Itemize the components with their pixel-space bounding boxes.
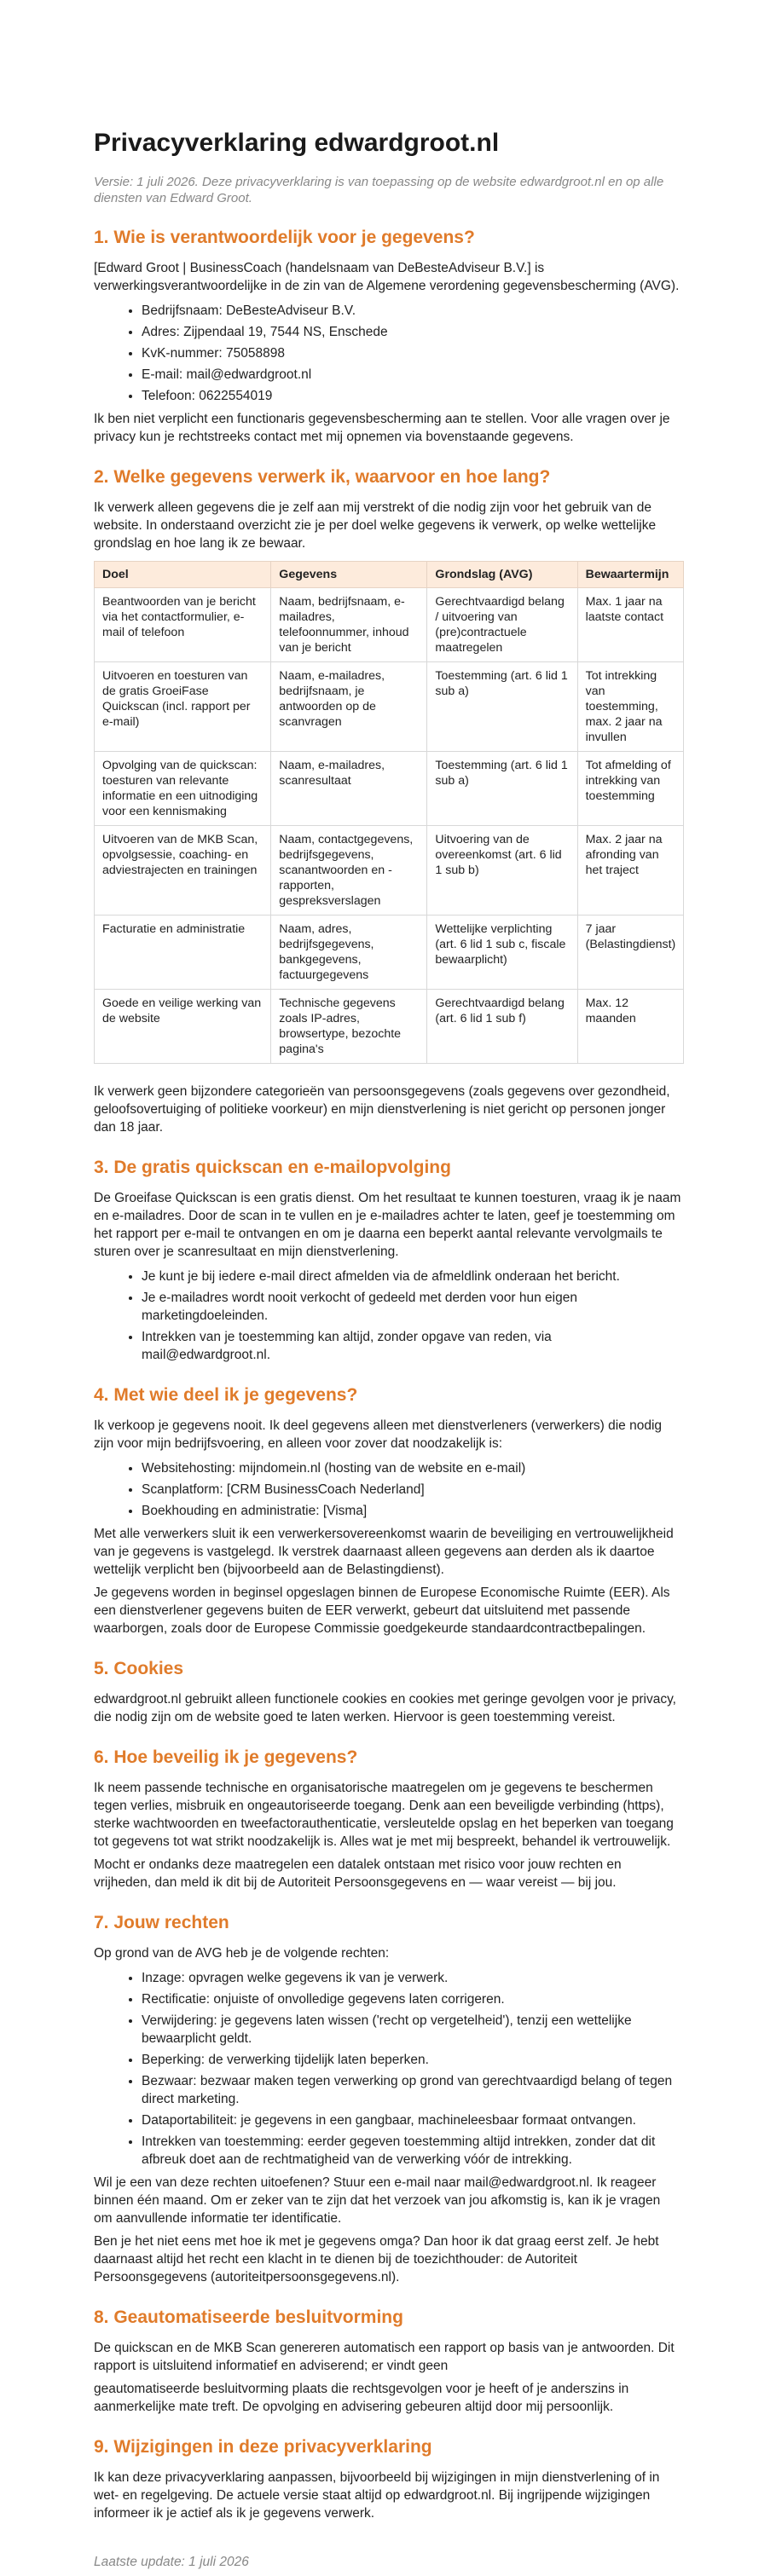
section-heading-changes: 9. Wijzigingen in deze privacyverklaring: [94, 2437, 432, 2457]
table-cell: Beantwoorden van je bericht via het contactformulier, e-mail of telefoon: [95, 588, 271, 662]
table-cell: Wettelijke verplichting (art. 6 lid 1 sub c, fiscale bewaarplicht): [427, 915, 577, 990]
column-header: Gegevens: [271, 562, 427, 588]
table-cell: Max. 1 jaar na laatste contact: [577, 588, 683, 662]
table-cell: Max. 12 maanden: [577, 990, 683, 1064]
list-item: • Scanplatform: [CRM BusinessCoach Nederland]: [142, 1481, 682, 1499]
table-cell: Naam, bedrijfsnaam, e-mailadres, telefoonnummer, inhoud van je bericht: [271, 588, 427, 662]
section-paragraph: Mocht er ondanks deze maatregelen een datalek ontstaan met risico voor jouw rechten en vrijheden, dan meld ik dit bij de Autoriteit Persoonsgegevens en — waar vereist — bij jou.: [94, 1857, 622, 1890]
column-header: Grondslag (AVG): [427, 562, 577, 588]
list-item: • Dataportabiliteit: je gegevens in een gangbaar, machineleesbaar formaat ontvangen.: [142, 2111, 682, 2129]
section-paragraph: Ik verkoop je gegevens nooit. Ik deel gegevens alleen met dienstverleners (verwerkers) die nodig zijn voor mijn bedrijfsvoering, en alleen voor zover dat noodzakelijk is:: [94, 1418, 663, 1451]
page-title: Privacyverklaring edwardgroot.nl: [94, 129, 500, 157]
list-item: • E-mail: mail@edwardgroot.nl: [142, 366, 682, 384]
section-paragraph: Ik kan deze privacyverklaring aanpassen, bijvoorbeeld bij wijzigingen in mijn dienstverlening of in wet- en regelgeving. De actuele versie staat altijd op edwardgroot.nl. Bij ingrijpende wijzigingen informeer ik je actief als ik je gegevens verwerk.: [94, 2470, 660, 2521]
table-cell: Tot intrekking van toestemming, max. 2 jaar na invullen: [577, 662, 683, 752]
list-item: • Beperking: de verwerking tijdelijk laten beperken.: [142, 2051, 682, 2069]
section-heading-responsible: 1. Wie is verantwoordelijk voor je gegevens?: [94, 228, 475, 247]
table-cell: Gerechtvaardigd belang (art. 6 lid 1 sub f): [427, 990, 577, 1064]
list-item: • Websitehosting: mijndomein.nl (hosting van de website en e-mail): [142, 1459, 682, 1477]
section-paragraph: Ik neem passende technische en organisatorische maatregelen om je gegevens te beschermen tegen verlies, misbruik en ongeautoriseerde toegang. Denk aan een beveiligde verbinding (https), sterke wachtwoorden en tweefactorauthenticatie, versleutelde opslag en het beperken van toegang tot gegevens tot wat strikt noodzakelijk is. Alles wat je met mij bespreekt, behandel ik vertrouwelijk.: [94, 1781, 674, 1849]
table-row: [95, 915, 684, 990]
list-item: • Rectificatie: onjuiste of onvolledige gegevens laten corrigeren.: [142, 1990, 682, 2008]
section-heading-rights: 7. Jouw rechten: [94, 1913, 229, 1932]
section-heading-data-processing: 2. Welke gegevens verwerk ik, waarvoor en hoe lang?: [94, 467, 551, 487]
column-header: Doel: [95, 562, 271, 588]
section-heading-automated-decisions: 8. Geautomatiseerde besluitvorming: [94, 2307, 403, 2327]
section-paragraph: De quickscan en de MKB Scan genereren automatisch een rapport op basis van je antwoorden. Dit rapport is uitsluitend informatief en adviserend; er vindt geen: [94, 2341, 675, 2373]
table-cell: Opvolging van de quickscan: toesturen van relevante informatie en een uitnodiging voor een kennismaking: [95, 752, 271, 826]
section-paragraph: [Edward Groot | BusinessCoach (handelsnaam van DeBesteAdviseur B.V.] is verwerkingsverantwoordelijke in de zin van de Algemene verordening gegevensbescherming (AVG).: [94, 261, 680, 293]
processing-table: [94, 561, 684, 1064]
section-paragraph: Ben je het niet eens met hoe ik met je gegevens omga? Dan hoor ik dat graag eerst zelf. Je hebt daarnaast altijd het recht een klacht in te dienen bij de toezichthouder: de Autoriteit Persoonsgegevens (autoriteitpersoonsgegevens.nl).: [94, 2234, 659, 2284]
company-details-list: [94, 302, 682, 405]
section-paragraph: geautomatiseerde besluitvorming plaats die rechtsgevolgen voor je heeft of je anderszins in aanmerkelijke mate treft. De opvolging en advisering gebeuren altijd door mij persoonlijk.: [94, 2382, 629, 2414]
list-item: • Bedrijfsnaam: DeBesteAdviseur B.V.: [142, 302, 682, 320]
table-cell: 7 jaar (Belastingdienst): [577, 915, 683, 990]
list-item: • Telefoon: 0622554019: [142, 387, 682, 405]
table-cell: Technische gegevens zoals IP-adres, browsertype, bezochte pagina's: [271, 990, 427, 1064]
table-cell: Max. 2 jaar na afronding van het traject: [577, 826, 683, 915]
section-paragraph: Op grond van de AVG heb je de volgende rechten:: [94, 1946, 390, 1961]
document-content: [94, 128, 682, 2576]
column-header: Bewaartermijn: [577, 562, 683, 588]
table-header-row: [95, 562, 684, 588]
table-row: [95, 752, 684, 826]
quickscan-list: [94, 1268, 682, 1364]
table-cell: Uitvoering van de overeenkomst (art. 6 lid 1 sub b): [427, 826, 577, 915]
table-cell: Goede en veilige werking van de website: [95, 990, 271, 1064]
table-row: [95, 826, 684, 915]
section-paragraph: Wil je een van deze rechten uitoefenen? Stuur een e-mail naar mail@edwardgroot.nl. Ik reageer binnen één maand. Om er zeker van te zijn dat het verzoek van jou afkomstig is, kan ik je vragen om aanvullende informatie ter identificatie.: [94, 2175, 661, 2226]
list-item: • Intrekken van toestemming: eerder gegeven toestemming altijd intrekken, zonder dat dit afbreuk doet aan de rechtmatigheid van de verwerking vóór de intrekking.: [142, 2133, 682, 2169]
list-item: • Boekhouding en administratie: [Visma]: [142, 1502, 682, 1520]
table-row: [95, 588, 684, 662]
rights-list: [94, 1969, 682, 2169]
list-item: • Intrekken van je toestemming kan altijd, zonder opgave van reden, via mail@edwardgroot.nl.: [142, 1328, 682, 1364]
last-update-note: Laatste update: 1 juli 2026: [94, 2555, 249, 2569]
table-cell: Naam, adres, bedrijfsgegevens, bankgegevens, factuurgegevens: [271, 915, 427, 990]
section-paragraph: Je gegevens worden in beginsel opgeslagen binnen de Europese Economische Ruimte (EER). Als een dienstverlener gegevens buiten de EER verwerkt, gebeurt dat uitsluitend met passende waarborgen, zoals door de Europese Commissie goedgekeurde standaardcontractbepalingen.: [94, 1585, 670, 1636]
version-note: Versie: 1 juli 2026. Deze privacyverklaring is van toepassing op de website edwardgroot.nl en op alle diensten van Edward Groot.: [94, 175, 664, 205]
table-cell: Naam, e-mailadres, bedrijfsnaam, je antwoorden op de scanvragen: [271, 662, 427, 752]
section-heading-security: 6. Hoe beveilig ik je gegevens?: [94, 1747, 358, 1767]
processors-list: [94, 1459, 682, 1520]
section-paragraph: De Groeifase Quickscan is een gratis dienst. Om het resultaat te kunnen toesturen, vraag ik je naam en e-mailadres. Door de scan in te vullen en je e-mailadres achter te laten, geef je toestemming om het rapport per e-mail te ontvangen en om je daarna een beperkt aantal relevante vervolgmails te sturen over je scanresultaat en mijn dienstverlening.: [94, 1191, 681, 1259]
table-cell: Gerechtvaardigd belang / uitvoering van (pre)contractuele maatregelen: [427, 588, 577, 662]
section-paragraph: Ik verwerk alleen gegevens die je zelf aan mij verstrekt of die nodig zijn voor het gebruik van de website. In onderstaand overzicht zie je per doel welke gegevens ik verwerk, op welke wettelijke grondslag en hoe lang ik ze bewaar.: [94, 500, 657, 551]
table-cell: Tot afmelding of intrekking van toestemming: [577, 752, 683, 826]
section-paragraph: Ik verwerk geen bijzondere categorieën van persoonsgegevens (zoals gegevens over gezondheid, geloofsovertuiging of politieke voorkeur) en mijn dienstverlening is niet gericht op personen jonger dan 18 jaar.: [94, 1084, 670, 1135]
table-cell: Naam, e-mailadres, scanresultaat: [271, 752, 427, 826]
section-heading-quickscan: 3. De gratis quickscan en e-mailopvolging: [94, 1158, 451, 1177]
table-row: [95, 990, 684, 1064]
list-item: • Bezwaar: bezwaar maken tegen verwerking op grond van gerechtvaardigd belang of tegen direct marketing.: [142, 2072, 682, 2108]
table-cell: Toestemming (art. 6 lid 1 sub a): [427, 752, 577, 826]
list-item: • Je e-mailadres wordt nooit verkocht of gedeeld met derden voor hun eigen marketingdoeleinden.: [142, 1289, 682, 1325]
table-cell: Naam, contactgegevens, bedrijfsgegevens, scanantwoorden en -rapporten, gespreksverslagen: [271, 826, 427, 915]
table-cell: Uitvoeren en toesturen van de gratis GroeiFase Quickscan (incl. rapport per e-mail): [95, 662, 271, 752]
section-paragraph: edwardgroot.nl gebruikt alleen functionele cookies en cookies met geringe gevolgen voor je privacy, die nodig zijn om de website goed te laten werken. Hiervoor is geen toestemming vereist.: [94, 1692, 676, 1724]
list-item: • Adres: Zijpendaal 19, 7544 NS, Enschede: [142, 323, 682, 341]
list-item: • Je kunt je bij iedere e-mail direct afmelden via de afmeldlink onderaan het bericht.: [142, 1268, 682, 1285]
list-item: • Inzage: opvragen welke gegevens ik van je verwerk.: [142, 1969, 682, 1987]
table-cell: Toestemming (art. 6 lid 1 sub a): [427, 662, 577, 752]
section-heading-sharing: 4. Met wie deel ik je gegevens?: [94, 1385, 358, 1405]
table-cell: Facturatie en administratie: [95, 915, 271, 990]
section-paragraph: Met alle verwerkers sluit ik een verwerkersovereenkomst waarin de beveiliging en vertrouwelijkheid van je gegevens is vastgelegd. Ik verstrek daarnaast alleen gegevens aan derden als ik daartoe wettelijk verplicht ben (bijvoorbeeld aan de Belastingdienst).: [94, 1527, 674, 1577]
list-item: • Verwijdering: je gegevens laten wissen ('recht op vergetelheid'), tenzij een wettelijke bewaarplicht geldt.: [142, 2012, 682, 2048]
section-heading-cookies: 5. Cookies: [94, 1659, 184, 1678]
section-paragraph: Ik ben niet verplicht een functionaris gegevensbescherming aan te stellen. Voor alle vragen over je privacy kun je rechtstreeks contact met mij opnemen via bovenstaande gegevens.: [94, 412, 670, 444]
list-item: • KvK-nummer: 75058898: [142, 344, 682, 362]
table-row: [95, 662, 684, 752]
table-cell: Uitvoeren van de MKB Scan, opvolgsessie, coaching- en adviestrajecten en trainingen: [95, 826, 271, 915]
